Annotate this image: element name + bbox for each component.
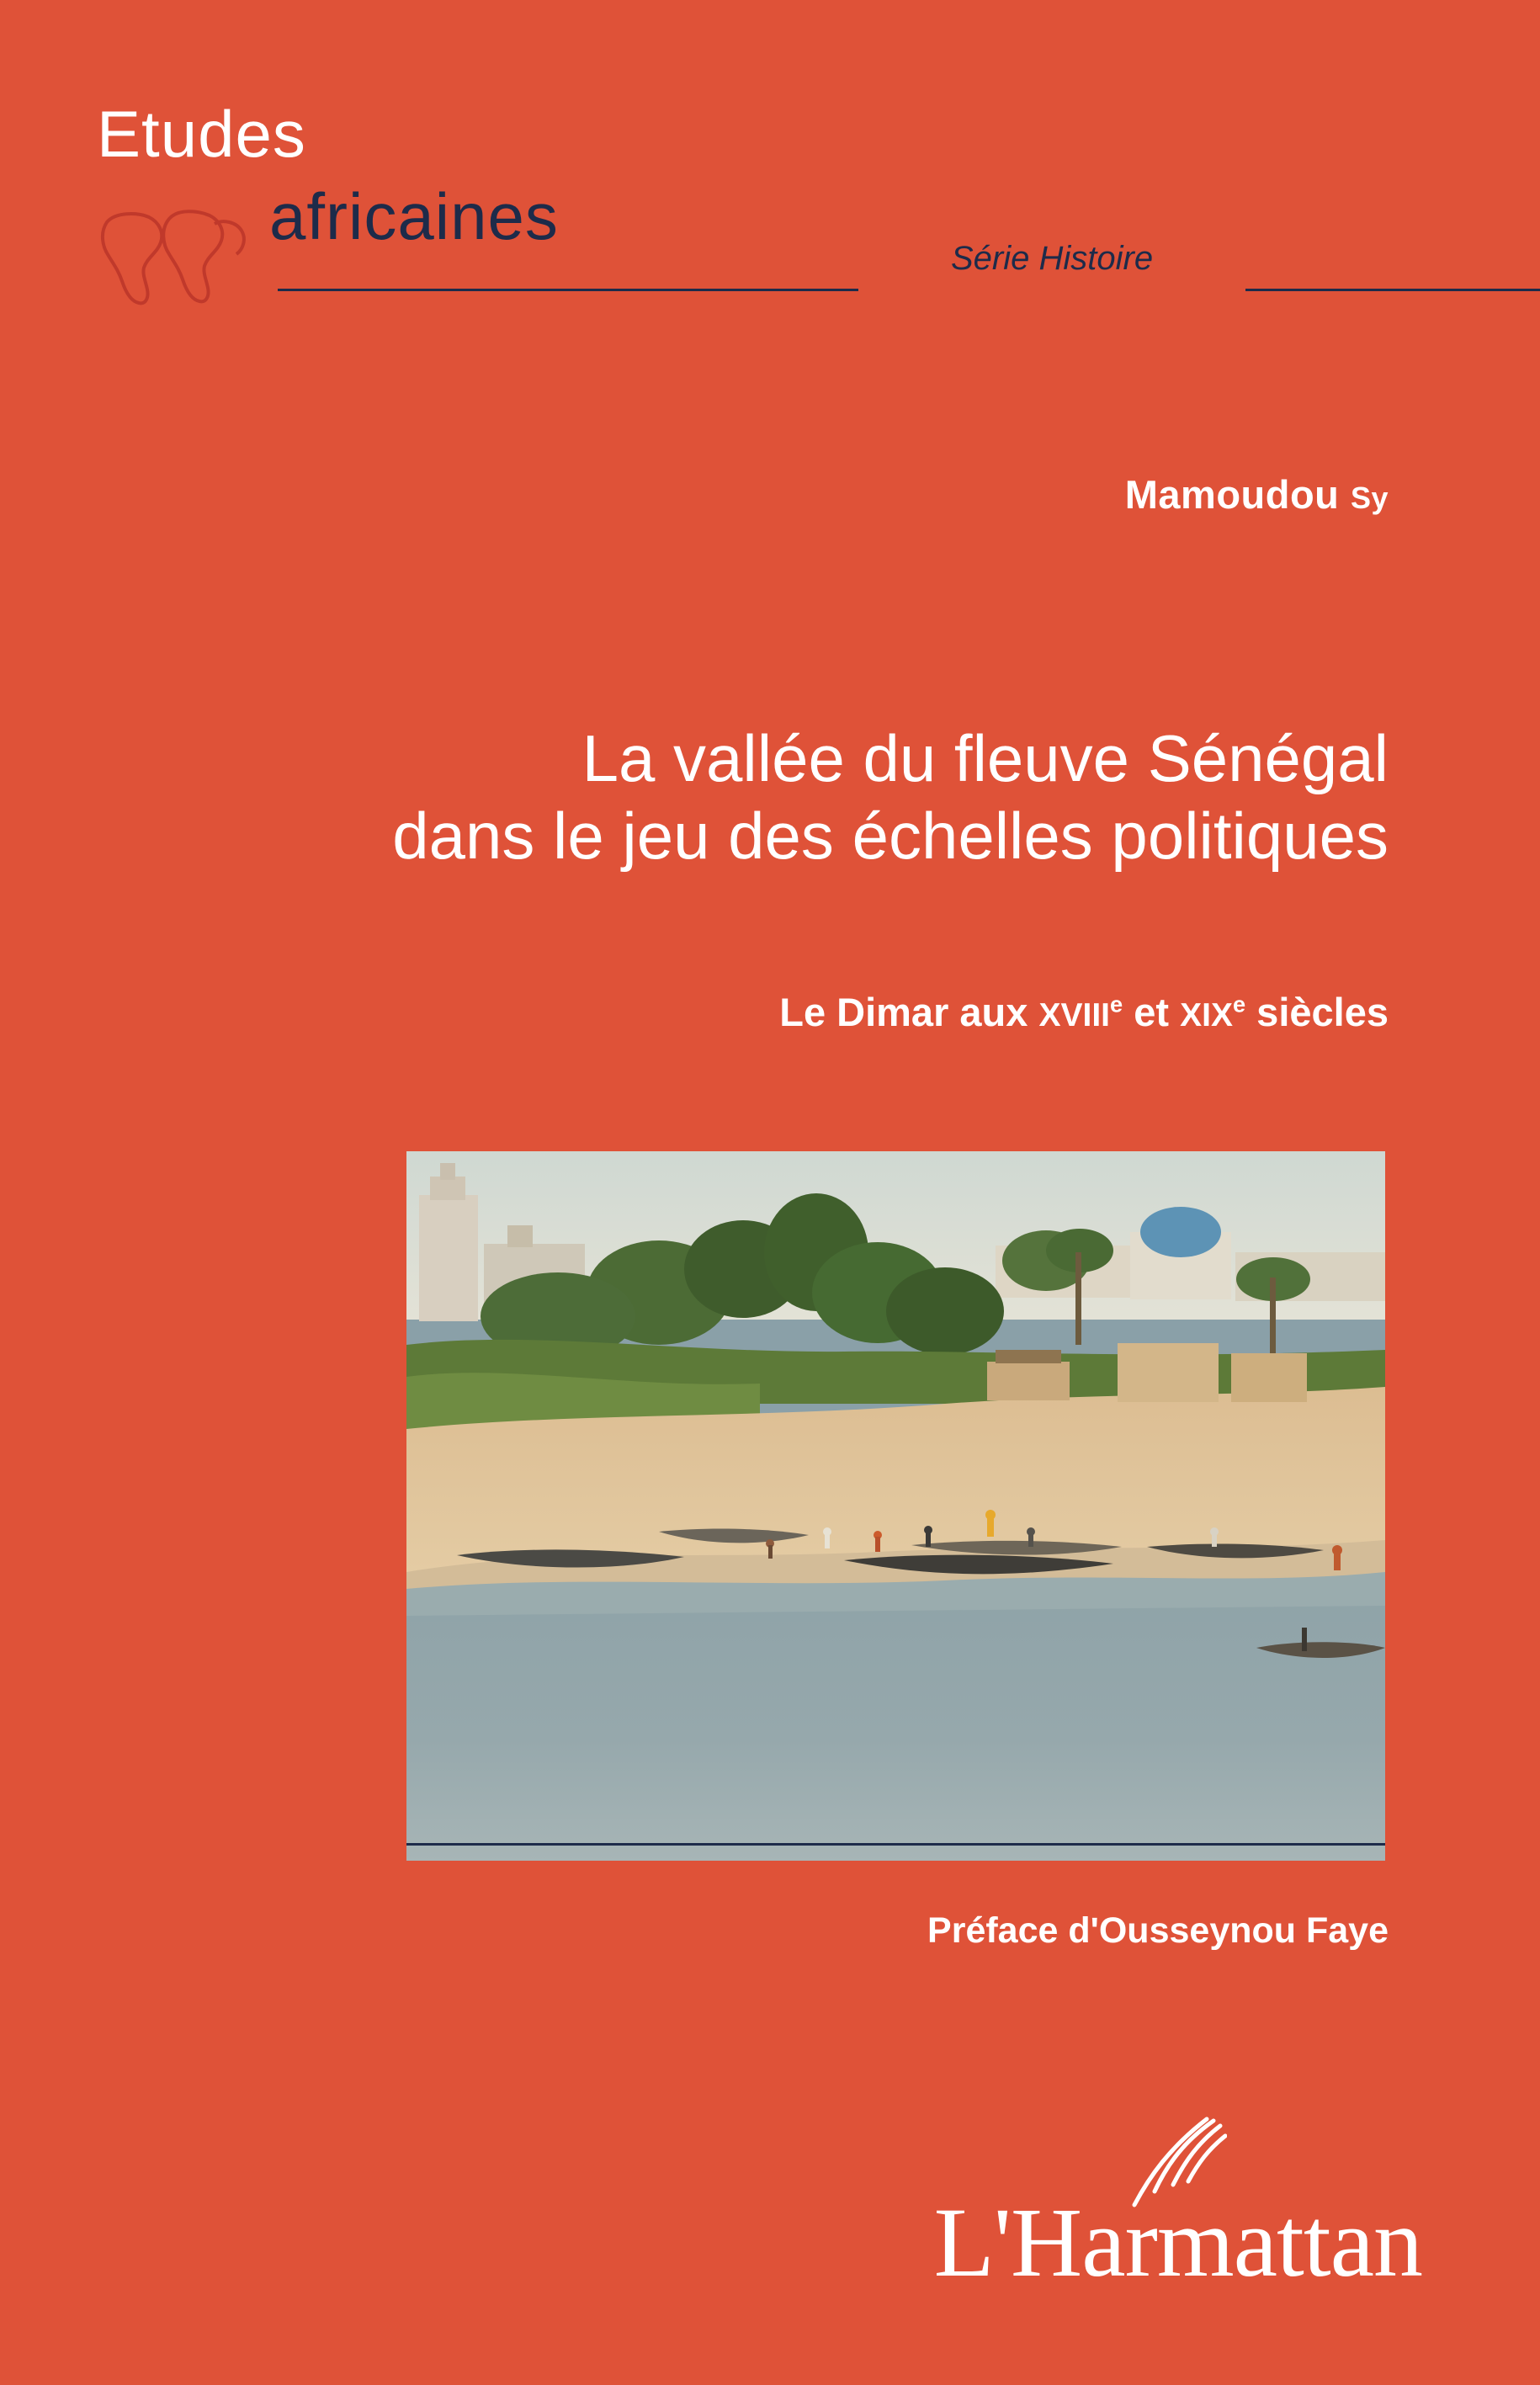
author-first-name: Mamoudou [1124, 472, 1351, 517]
preface-credit: Préface d'Ousseynou Faye [927, 1910, 1389, 1951]
book-subtitle [76, 989, 1389, 1035]
header-rule-right [1245, 289, 1540, 291]
collection-title-line2: africaines [269, 179, 559, 253]
publisher-name: L'Harmattan [933, 2187, 1422, 2297]
publisher-logo [933, 2082, 1422, 2297]
subtitle-part-3: siècles [1245, 990, 1389, 1034]
subtitle-part-2: et [1123, 990, 1181, 1034]
subtitle-exponent-1: e [1110, 991, 1123, 1017]
subtitle-roman-2: XIX [1180, 997, 1233, 1033]
cover-photograph [406, 1151, 1385, 1861]
title-line-1: La vallée du fleuve Sénégal [581, 721, 1389, 795]
book-title [76, 720, 1389, 874]
africa-map-icon [88, 194, 261, 311]
author-last-name: Sy [1350, 481, 1389, 515]
collection-title-line1: Etudes [97, 97, 306, 171]
subtitle-part-1: Le Dimar aux [779, 990, 1039, 1034]
series-label: Série Histoire [951, 240, 1154, 277]
author-name [1125, 471, 1389, 518]
collection-header [88, 97, 728, 320]
subtitle-exponent-2: e [1232, 991, 1246, 1017]
photo-rule [406, 1843, 1385, 1846]
header-rule-left [278, 289, 858, 291]
title-line-2: dans le jeu des échelles politiques [392, 799, 1389, 874]
subtitle-roman-1: XVIII [1038, 997, 1111, 1033]
